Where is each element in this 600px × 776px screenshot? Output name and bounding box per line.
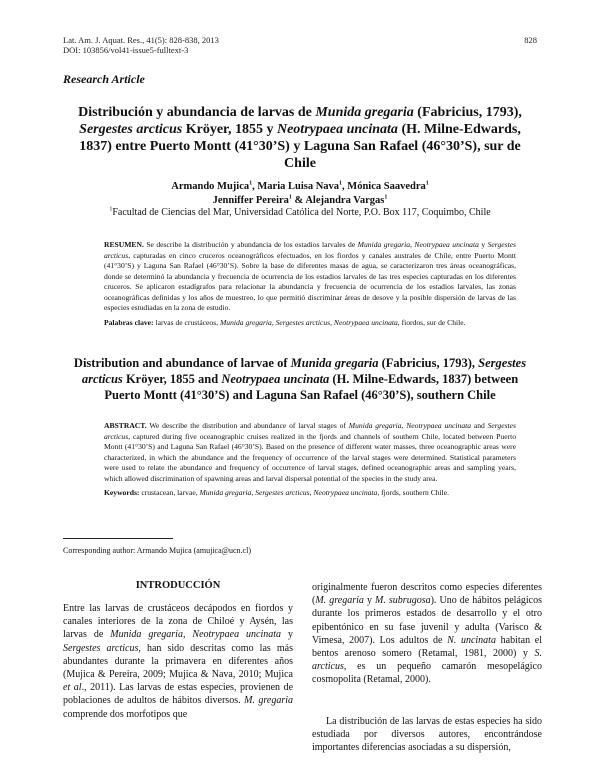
affiliation: $^1$Facultad de Ciencias del Mar, Universidad Católica del Norte, P.O. Box 117, Coquimbo, Chile	[109, 206, 491, 218]
corresponding-author: Corresponding author: Armando Mujica (amujica@ucn.cl)	[63, 546, 251, 555]
article-type: Research Article	[63, 72, 145, 86]
resumen-block: RESUMEN. Se describe la distribución y abundancia de los estadios larvales de Munida gregaria, Neotrypaea uncinata y Sergestes arcticus, capturadas en cinco cruceros oceanográficos efectuados, en los fiordos y canales australes de Chile, entre Puerto Montt (41°30’S) y Laguna San Rafael (46°30’S). Sobre la base de diferentes masas de agua, se caracterizaron tres áreas oceanográficas, donde se determinó la abundancia y frecuencia de ocurrencia de los estadios larvales de las tres especies capturadas en los diferentes cruceros. Se aplicaron estadígrafos para relacionar la abundancia y frecuencia de ocurrencia de los estadios larvales, las zonas oceanográficas definidas y los años de muestreo, lo que permitió discriminar áreas de desove y la posible dispersión de larvas de las especies estudiadas en la zona de estudio. Palabras clave: larvas de crustáceos, Munida gregaria, Sergestes arcticus, Neotrypaea uncinata, fiordos, sur de Chile.	[104, 240, 517, 327]
title-spanish: Distribución y abundancia de larvas de Munida gregaria (Fabricius, 1793), Sergestes arcticus Kröyer, 1855 y Neotrypaea uncinata (H. Milne-Edwards, 1837) entre Puerto Montt (41°30’S) y Laguna San Rafael (46°30’S), sur de Chile	[78, 105, 522, 171]
abstract-block: ABSTRACT. We describe the distribution and abundance of larval stages of Munida gregaria, Neotrypaea uncinata and Sergestes arcticus, captured during five oceanographic cruises realized in the fjords and channels of southern Chile, located between Puerto Montt (41°30’S) and Laguna San Rafael (46°30’S). Based on the presence of different water masses, three oceanographic areas were characterized, in which the abundance and the frequency of occurrence of the larval stages were determined. Statistical parameters were used to relate the abundance and frequency of occurrence of larval stages, defined oceanographic areas and sampling years, which allowed discrimination of spawning areas and larval dispersal potential of the species in the study area. Keywords: crustacean, larvae, Munida gregaria, Sergestes arcticus, Neotrypaea uncinata, fjords, southern Chile.	[104, 421, 516, 497]
intro-paragraph: Entre las larvas de crustáceos decápodos en fiordos y canales interiores de la zona de Chiloé y Aysén, las larvas de Munida gregaria, Neotrypaea uncinata y Sergestes arcticus, han sido descritas como las más abundantes durante la primavera en diferentes años (Mujica & Pereira, 2009; Mujica & Nava, 2010; Mujica et al., 2011). Las larvas de estas especies, provienen de poblaciones de adultos de hábitos diversos. M. gregaria comprende dos morfotipos que	[63, 603, 294, 720]
author-list: Armando Mujica$^1$, Maria Luisa Nava$^1$, Mónica Saavedra$^1$ Jenniffer Pereira$^1$ & Alejandra Vargas$^1$	[171, 180, 429, 206]
doi: DOI: 103856/vol41-issue5-fulltext-3	[63, 45, 189, 55]
right-column-paragraph: originalmente fueron descritos como especies diferentes (M. gregaria y M. subrugosa). Uno de hábitos pelágicos durante los primeros estados de desarrollo y el otro epibentónico en su fase juvenil y adulta (Varisco & Vimesa, 2007). Los adultos de N. uncinata habitan el bentos arenoso somero (Retamal, 1981, 2000) y S. arcticus, es un pequeño camarón mesopelágico cosmopolita (Retamal, 2000).	[312, 582, 542, 686]
section-heading-introduccion: INTRODUCCIÓN	[135, 580, 221, 591]
footnote-rule	[63, 538, 173, 539]
right-column-paragraph-2: La distribución de las larvas de estas especies ha sido estudiada por diversos autores, encontrándose importantes diferencias asociadas a su dispersión,	[312, 716, 542, 754]
title-english: Distribution and abundance of larvae of Munida gregaria (Fabricius, 1793), Sergestes arcticus Kröyer, 1855 and Neotrypaea uncinata (H. Milne-Edwards, 1837) between Puerto Montt (41°30’S) and Laguna San Rafael (46°30’S), southern Chile	[73, 356, 527, 402]
journal-citation: Lat. Am. J. Aquat. Res., 41(5): 828-838, 2013	[63, 35, 219, 45]
page-number: 828	[524, 35, 537, 45]
